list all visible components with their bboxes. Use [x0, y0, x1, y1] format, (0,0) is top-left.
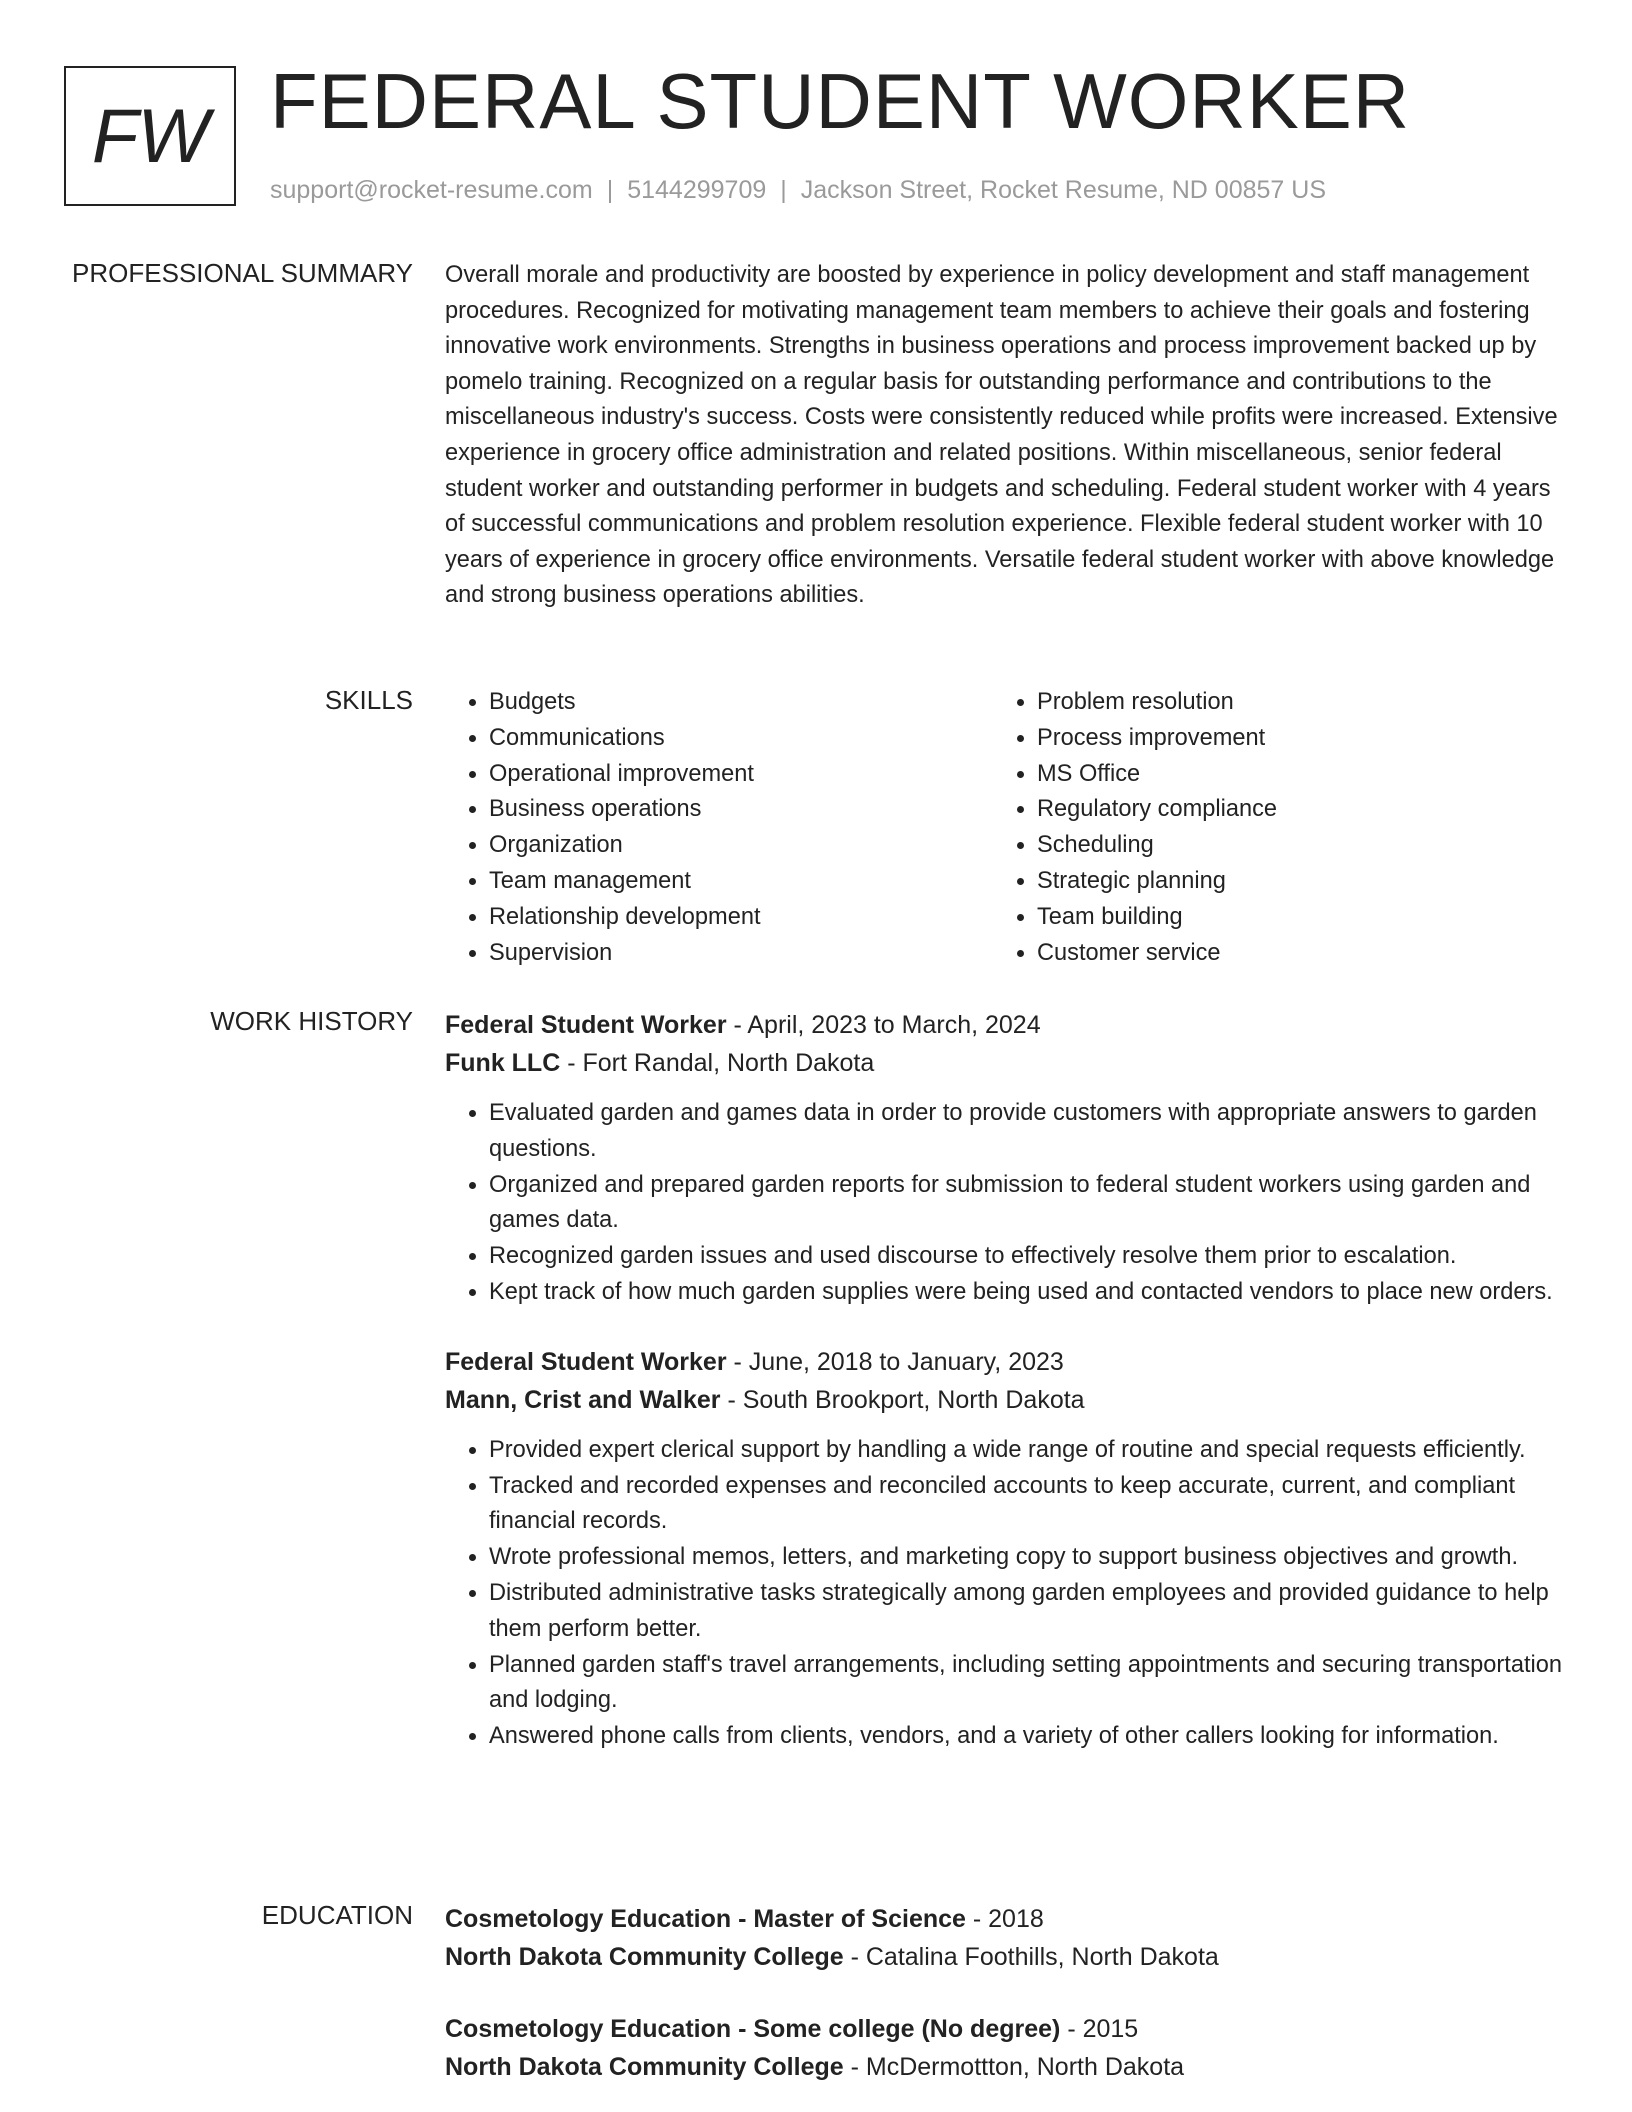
skill-item: • Business operations	[489, 792, 993, 828]
skill-item: • Scheduling	[1037, 828, 1541, 864]
contact-line	[270, 176, 1326, 205]
job-location: - South Brookport, North Dakota	[720, 1385, 1085, 1414]
job-company-line	[445, 1044, 1565, 1082]
job-company: Funk LLC	[445, 1049, 561, 1077]
skill-item: • Problem resolution	[1037, 685, 1541, 721]
job-entry	[445, 1006, 1565, 1311]
job-company: Mann, Crist and Walker	[445, 1385, 721, 1414]
skill-item: • Supervision	[489, 936, 993, 972]
education-degree: Cosmetology Education - Master of Science	[445, 1905, 966, 1933]
work-history-heading: WORK HISTORY	[210, 1006, 413, 1036]
job-bullet: • Organized and prepared garden reports for submission to federal student workers using garden and games data.	[489, 1168, 1565, 1240]
education-year: - 2018	[965, 1905, 1044, 1933]
job-bullet: • Provided expert clerical support by handling a wide range of routine and special requests efficiently.	[489, 1433, 1565, 1469]
skills-list-left	[445, 685, 993, 971]
job-bullet: • Answered phone calls from clients, vendors, and a variety of other callers looking for information.	[489, 1719, 1565, 1755]
skill-item: • Operational improvement	[489, 757, 993, 793]
education-school-line	[445, 1938, 1565, 1976]
job-dates: - April, 2023 to March, 2024	[726, 1011, 1041, 1039]
education-school: North Dakota Community College	[445, 2053, 844, 2081]
job-bullet: • Planned garden staff's travel arrangements, including setting appointments and securing transportation and lodging.	[489, 1648, 1565, 1720]
skill-item: • Organization	[489, 828, 993, 864]
education-school-line	[445, 2048, 1565, 2086]
skills-list-right	[993, 685, 1541, 971]
resume-name: FEDERAL STUDENT WORKER	[270, 57, 1411, 145]
job-company-line	[445, 1381, 1565, 1419]
education-body	[445, 1900, 1565, 2086]
job-bullet: • Kept track of how much garden supplies were being used and contacted vendors to place new orders.	[489, 1275, 1565, 1311]
education-location: - Catalina Foothills, North Dakota	[843, 1943, 1219, 1971]
education-year: - 2015	[1060, 2015, 1139, 2043]
summary-heading: PROFESSIONAL SUMMARY	[72, 258, 413, 288]
job-dates: - June, 2018 to January, 2023	[726, 1347, 1064, 1376]
education-entry	[445, 1900, 1565, 1976]
job-title: Federal Student Worker	[445, 1011, 727, 1039]
monogram-logo: FW	[64, 66, 236, 206]
contact-email: support@rocket-resume.com	[270, 176, 593, 204]
contact-separator: |	[606, 176, 614, 204]
skill-item: • Regulatory compliance	[1037, 792, 1541, 828]
job-bullets	[445, 1433, 1565, 1755]
skill-item: • Budgets	[489, 685, 993, 721]
job-bullet: • Wrote professional memos, letters, and marketing copy to support business objectives and growth.	[489, 1540, 1565, 1576]
job-bullet: • Evaluated garden and games data in order to provide customers with appropriate answers to garden questions.	[489, 1096, 1565, 1168]
summary-text: Overall morale and productivity are boosted by experience in policy development and staff management procedures. Recognized for motivating management team members to achieve their goals and fostering innovative work environments. Strengths in business operations and process improvement backed up by pomelo training. Recognized on a regular basis for outstanding performance and contributions to the miscellaneous industry's success. Costs were consistently reduced while profits were increased. Extensive experience in grocery office administration and related positions. Within miscellaneous, senior federal student worker and outstanding performer in budgets and scheduling. Federal student worker with 4 years of successful communications and problem resolution experience. Flexible federal student worker with 10 years of experience in grocery office environments. Versatile federal student worker with above knowledge and strong business operations abilities.	[445, 262, 1558, 609]
education-heading: EDUCATION	[261, 1900, 413, 1930]
job-title-line	[445, 1006, 1565, 1044]
skill-item: • Team building	[1037, 900, 1541, 936]
skill-item: • Process improvement	[1037, 721, 1541, 757]
education-entry	[445, 2010, 1565, 2086]
job-location: - Fort Randal, North Dakota	[560, 1049, 875, 1077]
skills-heading: SKILLS	[324, 685, 413, 715]
skill-item: • Team management	[489, 864, 993, 900]
summary-body	[445, 258, 1565, 614]
skill-item: • MS Office	[1037, 757, 1541, 793]
skill-item: • Customer service	[1037, 936, 1541, 972]
job-bullet: • Distributed administrative tasks strategically among garden employees and provided guidance to help them perform better.	[489, 1576, 1565, 1648]
education-degree-line	[445, 2010, 1565, 2048]
contact-separator: |	[780, 176, 787, 204]
contact-phone: 5144299709	[627, 176, 767, 204]
skill-item: • Strategic planning	[1037, 864, 1541, 900]
job-title-line	[445, 1343, 1565, 1381]
job-bullet: • Recognized garden issues and used discourse to effectively resolve them prior to escalation.	[489, 1239, 1565, 1275]
education-school: North Dakota Community College	[445, 1943, 844, 1971]
education-degree: Cosmetology Education - Some college (No degree)	[445, 2015, 1061, 2043]
job-title: Federal Student Worker	[445, 1347, 727, 1376]
job-entry	[445, 1343, 1565, 1755]
work-history-body	[445, 1006, 1565, 1755]
job-bullets	[445, 1096, 1565, 1311]
education-location: - McDermottton, North Dakota	[843, 2053, 1185, 2081]
skills-columns	[445, 685, 1565, 971]
skill-item: • Communications	[489, 721, 993, 757]
education-degree-line	[445, 1900, 1565, 1938]
skill-item: • Relationship development	[489, 900, 993, 936]
job-bullet: • Tracked and recorded expenses and reconciled accounts to keep accurate, current, and compliant financial records.	[489, 1469, 1565, 1541]
contact-address: Jackson Street, Rocket Resume, ND 00857 US	[800, 176, 1326, 204]
